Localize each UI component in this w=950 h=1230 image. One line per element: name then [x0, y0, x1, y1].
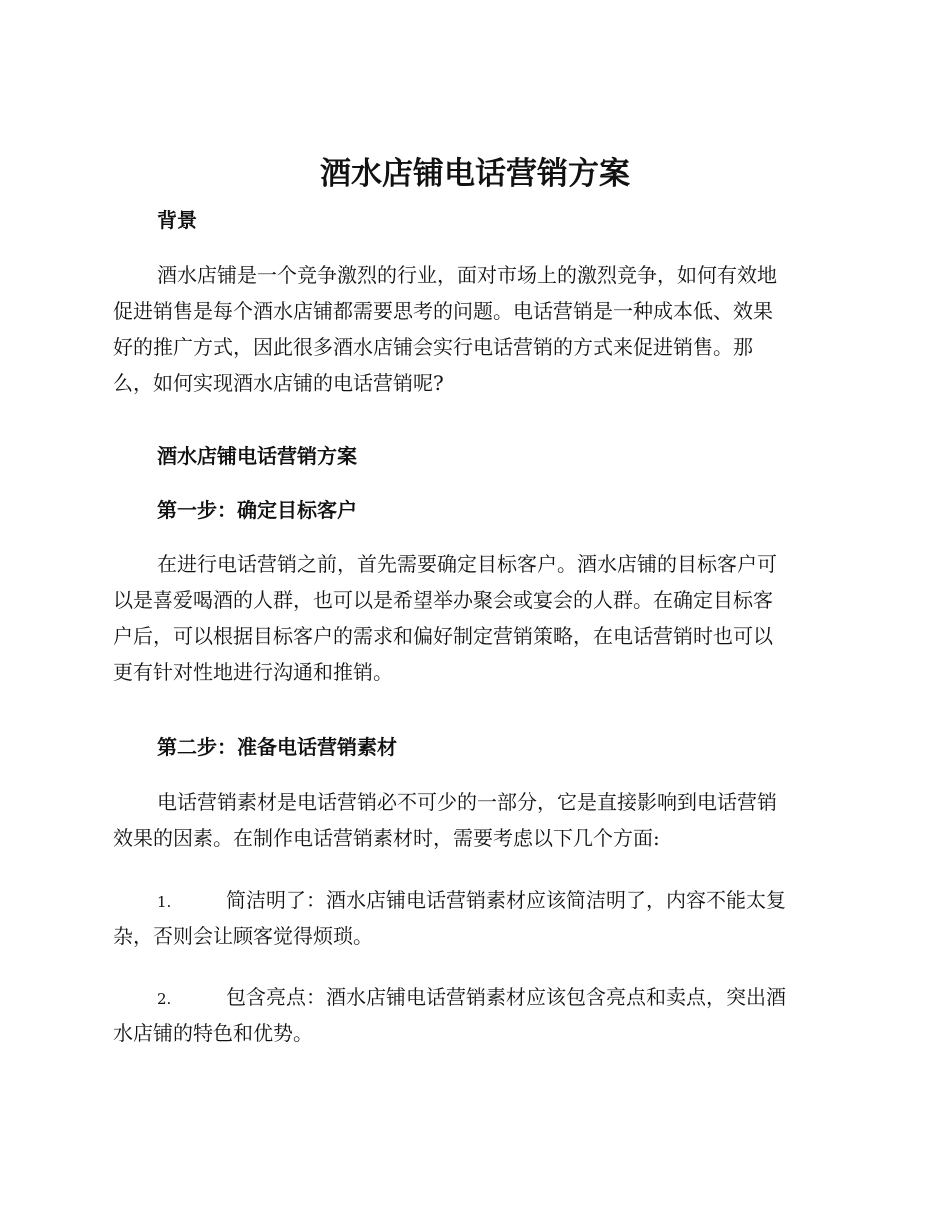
list-text-line: 水店铺的特色和优势。 [113, 1021, 313, 1045]
list-number: 2. [157, 990, 172, 1008]
background-heading: 背景 [157, 208, 197, 232]
step1-line: 更有针对性地进行沟通和推销。 [113, 660, 393, 684]
step2-paragraph [113, 784, 833, 856]
list-text-line: 杂，否则会让顾客觉得烦琐。 [113, 924, 373, 948]
intro-paragraph [113, 257, 833, 401]
list-number: 1. [157, 893, 172, 911]
list-item [113, 882, 833, 954]
step1-line: 户后，可以根据目标客户的需求和偏好制定营销策略，在电话营销时也可以 [113, 624, 773, 648]
step2-line: 电话营销素材是电话营销必不可少的一部分，它是直接影响到电话营销 [157, 790, 777, 814]
step2-line: 效果的因素。在制作电话营销素材时，需要考虑以下几个方面: [113, 826, 660, 850]
intro-line: 酒水店铺是一个竞争激烈的行业，面对市场上的激烈竞争，如何有效地 [157, 263, 777, 287]
step1-paragraph [113, 546, 833, 690]
plan-heading: 酒水店铺电话营销方案 [157, 444, 357, 468]
step1-heading: 第一步：确定目标客户 [157, 498, 357, 522]
intro-line: 促进销售是每个酒水店铺都需要思考的问题。电话营销是一种成本低、效果 [113, 299, 773, 323]
list-text-line: 简洁明了：酒水店铺电话营销素材应该简洁明了，内容不能太复 [226, 888, 786, 912]
document-title: 酒水店铺电话营销方案 [320, 156, 630, 192]
intro-line: 么，如何实现酒水店铺的电话营销呢? [113, 371, 444, 395]
step1-line: 在进行电话营销之前，首先需要确定目标客户。酒水店铺的目标客户可 [157, 552, 777, 576]
step2-heading: 第二步：准备电话营销素材 [157, 735, 397, 759]
list-item [113, 979, 833, 1051]
intro-line: 好的推广方式，因此很多酒水店铺会实行电话营销的方式来促进销售。那 [113, 335, 753, 359]
list-text-line: 包含亮点：酒水店铺电话营销素材应该包含亮点和卖点，突出酒 [226, 985, 786, 1009]
step1-line: 以是喜爱喝酒的人群，也可以是希望举办聚会或宴会的人群。在确定目标客 [113, 588, 773, 612]
